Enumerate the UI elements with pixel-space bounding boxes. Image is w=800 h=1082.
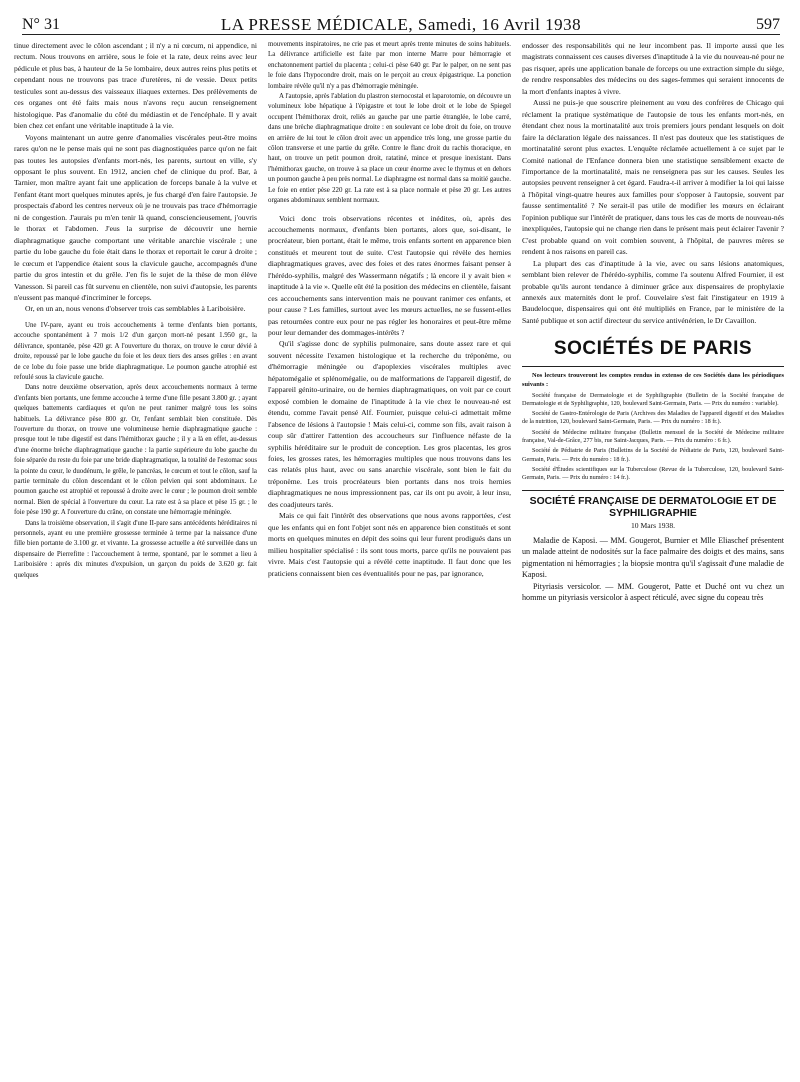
masthead: LA PRESSE MÉDICALE, Samedi, 16 Avril 1938 xyxy=(220,15,582,34)
paragraph: La plupart des cas d'inaptitude à la vie, avec ou sans lésions anatomiques, semblant bien relever de l'hérédo-syphilis, comme l'a soutenu Alfred Fournier, il est probable qu'ils auront tendance à diminuer grâce aux dispensaires de prophylaxie annexés aux maternités dont le prof. Couvelaire s'est fait l'instigateur en 1919 à Baudelocque, dispensaires qui ont été multipliés en France, par le ministère de la Santé publique et son actif directeur du service antivénérien, le Dr Cavaillon. xyxy=(522,258,784,325)
paragraph: Mais ce qui fait l'intérêt des observations que nous avons rapportées, c'est que les enfants qui en font l'objet sont nés en apparence bien constitués et sont morts en quelques minutes en dépit des soins qui leur furent prodigués dans un milieu hospitalier spécialisé : ils sont tous morts, parce qu'ils ne pouvaient pas vivre. Mais c'est l'autopsie qui a révélé cette inaptitude. Il faut donc que les praticiens connaissent bien ces éventualités pour ne pas, par ignorance, xyxy=(268,511,511,578)
paragraph: Voici donc trois observations récentes et inédites, où, après des accouchements normaux, d'enfants bien portants, alors que, soi-disant, le procréateur, bien portant, était le même, trois enfants sortent en apparence bien constitués et meurent tout de suite. C'est l'autopsie qui révèle des hernies diaphragmatiques graves, avec des foies et des rates énormes faisant penser à l'hérédo-syphilis, malgré des Wassermann négatifs ; là encore il y avait bien « inaptitude à la vie ». Quelle eût été la position des médecins en clientèle, faisant ces accouchements sans intervention mais ne pouvant ranimer ces enfants, et pour cause ? Les familles, surtout avec les mœurs actuelles, ne se fussent-elles pas retournées contre eux pour ne pas régler les honoraires et peut-être même pour leur demander des dommages-intérêts ? xyxy=(268,213,511,338)
society-entry: Société d'Études scientifiques sur la Tuberculose (Revue de la Tuberculose, 120, boulevard Saint-Germain, Paris. — Prix du numéro : 14 fr.). xyxy=(522,465,784,482)
paragraph: Or, en un an, nous venons d'observer trois cas semblables à Lariboisière. xyxy=(25,304,246,314)
column-middle xyxy=(268,40,511,579)
society-entry: Société de Médecine militaire française (Bulletin mensuel de la Société de Médecine militaire française, Val-de-Grâce, 277 bis, rue Saint-Jacques, Paris. — Prix du numéro : 6 fr.). xyxy=(522,428,784,444)
paragraph: Voyons maintenant un autre genre d'anomalies viscérales peut-être moins rares qu'on ne le pense mais qui ne sont pas diagnostiquées parce qu'on ne fait pas toutes les autopsies d'enfants mort-nés, les parents, surtout en ville, s'y opposant le plus souvent. En 1912, ancien chef de clinique du prof. Bar, à Tarnier, mon maître ayant fait une application de forceps banale à la vulve et l'enfant étant mort quelques minutes après, je fus chargé d'en faire l'autopsie. Je prospectais d'abord les centres nerveux où je ne trouvais pas trace d'hémorragie ni de congestion. J'aurais pu m'en tenir là quand, consciencieusement, j'ouvris le thorax et l'abdomen. J'eus la surprise de découvrir une hernie diaphragmatique gauche comportant une véritable anarchie viscérale ; une partie du lobe gauche du foie était dans le thorax et reportait le cœur à droite ; le cœcum et l'appendice étaient sous la clavicule gauche, accompagnés d'une partie du gros intestin et du grêle. J'en fis le sujet de la thèse de mon élève Vanesson. Si pareil cas fût survenu en clientèle, non suivi d'autopsie, les parents n'eussent pas manqué d'incriminer le forceps. xyxy=(14,132,257,302)
subsection-divider xyxy=(522,490,784,491)
issue-number: N° 31 xyxy=(22,16,60,33)
paragraph: endosser des responsabilités qui ne leur incombent pas. Il importe aussi que les magistrats connaissent ces causes diverses d'inaptitude à la vie du nouveau-né pour ne pas risquer, après une application banale de forceps ou une extraction simple du siège, de rendre responsables des médecins ou des sages-femmes qui seraient innocents de la mort d'enfants inaptes à vivre. xyxy=(522,41,784,96)
meeting-date: 10 Mars 1938. xyxy=(630,521,676,531)
paragraph: Maladie de Kaposi. — MM. Gougerot, Burnier et Mlle Eliaschef présentent un malade atteint de nodosités sur la face palmaire des doigts et des mains, sans pigmentation ni hémorragies ; la biopsie montra qu'il s'agissait d'une maladie de Kaposi. xyxy=(522,535,784,580)
paragraph: Une IV-pare, ayant eu trois accouchements à terme d'enfants bien portants, accouche spontanément à 7 mois 1/2 d'un garçon mort-né pesant 1.950 gr., la délivrance, spontanée, pèse 420 gr. A l'ouverture du thorax, on trouve le cœur dévié à droite, repoussé par le lobe gauche du foie et les deux tiers des anses grêles : en avant de ce lobe du foie passe une bride diaphragmatique. Le poumon gauche atrophié est refoulé sous la clavicule gauche. xyxy=(14,321,257,381)
society-entry: Société de Gastro-Entérologie de Paris (Archives des Maladies de l'appareil digestif et des Maladies de la nutrition, 120, boulevard Saint-Germain, Paris. — Prix du numéro : 18 fr.). xyxy=(522,410,784,426)
page-header xyxy=(22,14,780,35)
paragraph: Dans notre deuxième observation, après deux accouchements normaux à terme d'enfants bien portants, une femme accouche à terme d'une fille pesant 3.800 gr. ; ayant quelques battements cardiaques et qu'on ne peut ranimer malgré tous les soins habituels. La délivrance pèse 800 gr. Or, l'enfant semblait bien constituée. Dès l'ouverture du thorax, on trouve une volumineuse hernie diaphragmatique gauche : presque tout le tube digestif est dans l'hémithorax gauche ; il y a là en effet, au-dessus d'une énorme brèche diaphragmatique gauche : la partie supérieure du lobe gauche du foie séparée du reste du foie par une bride diaphragmatique, la totalité de l'estomac sous la pointe du cœur, le duodénum, le grêle, le pancréas, le cœcum et tout le côlon, sauf la partie terminale du côlon descendant et le côlon pelvien qui sont abdominaux. Le poumon gauche est atrophié et repoussé à droite avec le cœur ; le poumon droit semble normal. Bien de spécial à l'ouverture du cœur. La rate est à sa place et pèse 15 gr. ; le foie pèse 190 gr. A l'ouverture du crâne, on constate une hémorragie méningée. xyxy=(14,384,257,517)
society-entry: Société française de Dermatologie et de Syphiligraphie (Bulletin de la Société française de Dermatologie et de Syphiligraphie, 120, boulevard Saint-Germain, Paris. — Prix du numéro : variable). xyxy=(522,391,784,407)
section-notice: Nos lecteurs trouveront les comptes rendus in extenso de ces Sociétés dans les périodiques suivants : xyxy=(522,372,784,388)
paragraph: Dans la troisième observation, il s'agit d'une II-pare sans antécédents héréditaires ni personnels, ayant eu une première grossesse terminée à terme par la naissance d'une fille bien portante de 3.100 gr. et vivante. La grossesse actuelle a été surveillée dans un dispensaire de Pierrefitte : l'accouchement à terme, spontané, par le sommet a lieu à Lariboisière : après dix minutes d'expulsion, un garçon du poids de 3.620 gr. fait quelques xyxy=(14,519,257,579)
paragraph: A l'autopsie, après l'ablation du plastron sternocostal et laparotomie, on découvre un volumineux lobe hépatique à l'épigastre et tout le lobe droit et le lobe de Spiegel occupent l'hémithorax droit, reliés au gauche par une partie étranglée, le lobe carré, dans une brèche diaphragmatique droite : en soulevant ce lobe droit du foie, on trouve en arrière de lui tout le côlon droit avec un appendice très long, une grosse partie du côlon transverse et une partie du grêle. Contre le flanc droit du rachis thoracique, en haut, on trouve un petit poumon droit, ratatiné, mince et presque inexistant. Dans l'hémithorax gauche, on trouve à sa place un cœur énorme avec le thymus et en dehors un poumon gauche à peu près normal. Le diaphragme est normal dans sa moitié gauche. Le foie en entier pèse 220 gr. La rate est à sa place normale et pèse 20 gr. Les autres organes abdominaux semblent normaux. xyxy=(268,93,512,205)
society-entry: Société de Pédiatrie de Paris (Bulletins de la Société de Pédiatrie de Paris, 120, boulevard Saint-Germain, Paris. — Prix du numéro : 18 fr.). xyxy=(522,447,784,463)
page-number: 597 xyxy=(756,16,780,33)
paragraph: Qu'il s'agisse donc de syphilis pulmonaire, sans doute assez rare et qui souvent nécessite l'examen histologique et la recherche du tréponème, ou d'hémorragie méningée ou d'apoplexies viscérales multiples avec hépatomégalie et splénomégalie, ou de malformations de l'appareil digestif, de l'appareil génito-urinaire, ou de hernies diaphragmatiques, on voit par ce court exposé combien le domaine de l'inaptitude à la vie chez le nouveau-né est étendu, comme l'avait pensé Alf. Fournier, puisque celui-ci admettait même l'absence de lésions à l'autopsie ! Mais celui-ci, comme son fils, avait raison à coup sûr d'attirer l'attention des accoucheurs sur l'influence néfaste de la syphilis héréditaire sur le produit de conception. Les gros placentas, les gros foies, les grosses rates, les hémorragies multiples que nous trouvons dans les cas relatés plus haut, avec ou sans anarchie viscérale, sont bien le fait du tréponème. Les trois procréateurs bien portants dans nos trois hernies diaphragmatiques ne nous impressionnent pas, car ils ont pu avoir, à leur insu, des coadjuteurs tarés. xyxy=(268,339,511,509)
paragraph: Aussi ne puis-je que souscrire pleinement au vœu des confrères de Chicago qui réclament la pratique systématique de l'autopsie de tous les enfants mort-nés, en étendant chez nous la mortinatalité aux trois premiers jours pendant lesquels on doit faire la déclaration légale des naissances. Il n'est pas douteux que les statistiques de mortinatalité seront plus exactes. L'enquête réclamée actuellement à ce sujet par le Comité national de l'Enfance donnera bien une statistique sensiblement exacte de l'importance de la mortinatalité, mais ne renseignera pas sur les causes. Seules les autopsies peuvent renseigner à cet égard. Faudra-t-il arriver à modifier la loi qui laisse à l'hôpital vingt-quatre heures aux familles pour s'opposer à l'autopsie, souvent par fausse sentimentalité ? Ne serait-il pas utile de modifier les mœurs en éclairant l'opinion publique sur l'intérêt de pratiquer, dans tous les cas de morts de nouveau-nés inexpliquées, l'autopsie qui ne change rien dans le présent mais peut éclairer l'avenir ? C'est probable quand on voit combien souvent, à l'hôpital, de pauvres mères se rendent à nos raisons en pareil cas. xyxy=(522,98,784,257)
paragraph: tinue directement avec le côlon ascendant ; il n'y a ni cœcum, ni appendice, ni rectum. Nous trouvons en arrière, sous le foie et la rate, deux reins avec leur pédicule et plus bas, à hauteur de la 5e lombaire, deux autres reins plus petits et cependant nous ne trouvons pas trace d'uretères, ni de vessie. Deux petits testicules sont au-dessus des vaisseaux iliaques externes. Des prélèvements de ces organes ont été faits mais nous n'avons reçu aucun renseignement histologique. Pas d'anomalie du côté du médiastin et de l'encéphale. Il y avait bien chez cet enfant une véritable inaptitude à la vie. xyxy=(14,41,257,131)
section-divider xyxy=(522,366,784,367)
paragraph: Pityriasis versicolor. — MM. Gougerot, Patte et Duché ont vu chez un homme un pityriasis versicolor à aspect réticulé, avec signe du copeau très xyxy=(522,581,784,603)
section-title: SOCIÉTÉS DE PARIS xyxy=(553,338,753,360)
paragraph: mouvements inspiratoires, ne crie pas et meurt après trente minutes de soins habituels. La délivrance artificielle est faite par mon interne Marre pour hémorragie et enchatonnement partiel du placenta ; celui-ci pèse 640 gr. Par le palper, on ne sent pas le foie dans l'hypocondre droit, mais on le perçoit au creux épigastrique. La ponction lombaire révèle qu'il n'y a pas d'hémorragie méningée. xyxy=(268,41,511,90)
subsection-title: SOCIÉTÉ FRANÇAISE DE DERMATOLOGIE ET DE SYPHILIGRAPHIE xyxy=(529,496,777,520)
column-right xyxy=(522,40,784,604)
column-left xyxy=(14,40,257,581)
